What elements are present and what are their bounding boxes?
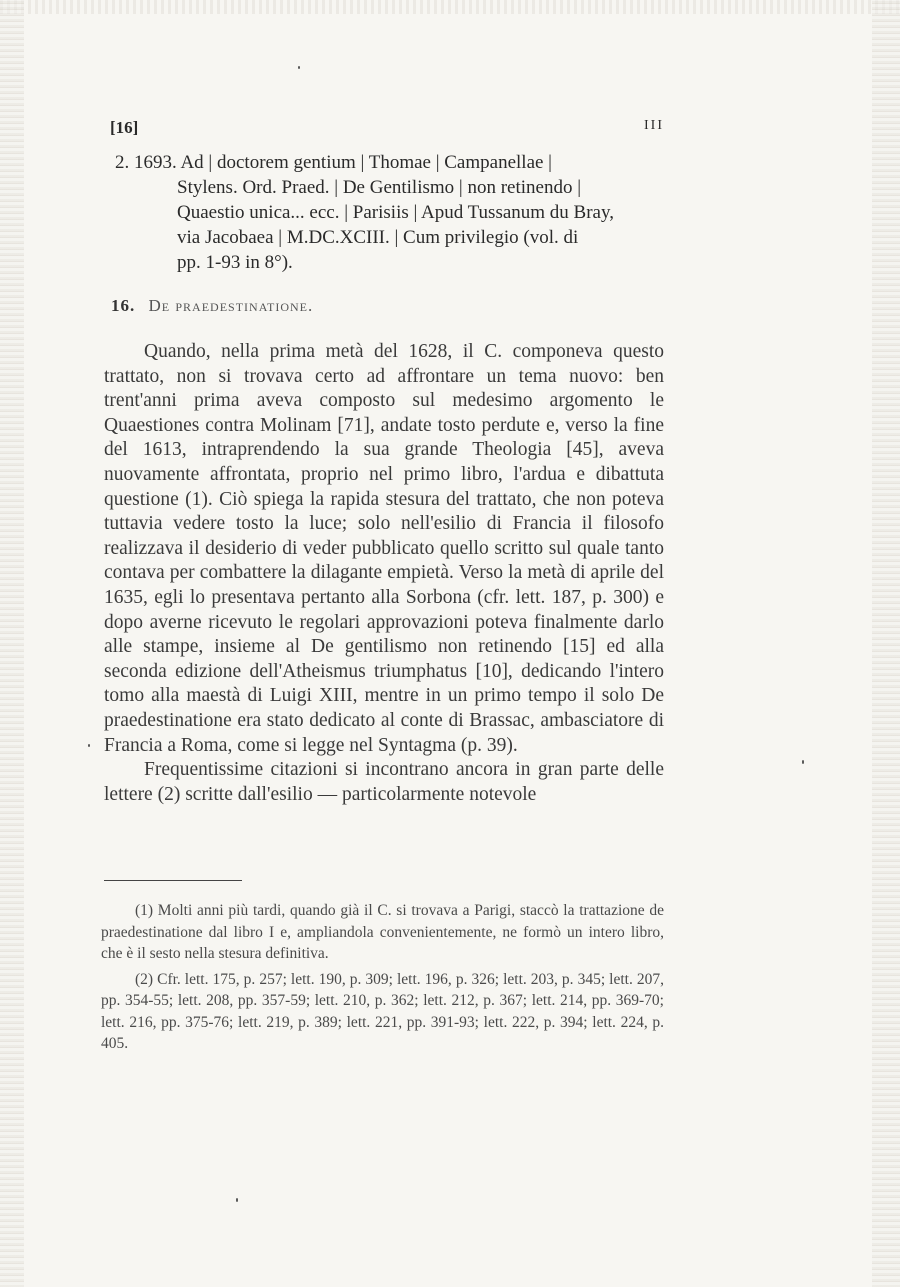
- entry-line-4: via Jacobaea | M.DC.XCIII. | Cum privilegio (vol. di: [177, 227, 579, 248]
- body-text: [104, 340, 664, 807]
- footnotes: [101, 900, 664, 1059]
- scan-speck: [236, 1198, 238, 1202]
- entry-line-5: pp. 1-93 in 8°).: [177, 252, 293, 273]
- footnote-2: (2) Cfr. lett. 175, p. 257; lett. 190, p. 309; lett. 196, p. 326; lett. 203, p. 345; lett. 207, pp. 354-55; lett. 208, pp. 357-59; lett. 210, p. 362; lett. 212, p. 367; lett. 214, pp. 369-70; lett. 216, pp. 375-76; lett. 219, p. 389; lett. 221, pp. 391-93; lett. 222, p. 394; lett. 224, p. 405.: [101, 970, 664, 1052]
- bibliographic-entry: [115, 150, 665, 275]
- section-number: [16]: [110, 118, 139, 137]
- scan-speck: [802, 760, 804, 764]
- entry-line-2: Stylens. Ord. Praed. | De Gentilismo | non retinendo |: [177, 177, 582, 198]
- section-heading: [111, 296, 313, 316]
- scan-speck: [88, 744, 90, 747]
- scan-edge-left: [0, 0, 24, 1287]
- footnote-rule: [104, 880, 242, 881]
- body-paragraph-2: Frequentissime citazioni si incontrano ancora in gran parte delle lettere (2) scritte dall'esilio — particolarmente notevole: [104, 759, 664, 805]
- body-paragraph-1: Quando, nella prima metà del 1628, il C. componeva questo trattato, non si trovava certo ad affrontare un tema nuovo: ben trent'anni prima aveva composto sul medesimo argomento le Quaestiones contra Molinam [71], andate tosto perdute e, verso la fine del 1613, intraprendendo la sua grande Theologia [45], aveva nuovamente affrontata, proprio nel primo libro, l'ardua e dibattuta questione (1). Ciò spiega la rapida stesura del trattato, che non poteva tuttavia vedere tosto la luce; solo nell'esilio di Francia il filosofo realizzava il desiderio di veder pubblicato quello scritto sul quale tanto contava per combattere la dilagante empietà. Verso la metà di aprile del 1635, egli lo presentava pertanto alla Sorbona (cfr. lett. 187, p. 300) e dopo averne ricevuto le regolari approvazioni poteva finalmente darlo alle stampe, insieme al De gentilismo non retinendo [15] ed alla seconda edizione dell'Atheismus triumphatus [10], dedicando l'intero tomo alla maestà di Luigi XIII, mentre in un primo tempo il solo De praedestinatione era stato dedicato al conte di Brassac, ambasciatore di Francia a Roma, come si legge nel Syntagma (p. 39).: [104, 341, 664, 756]
- section-heading-number: 16.: [111, 296, 136, 315]
- scan-speck: [298, 66, 300, 69]
- scan-edge-right: [872, 0, 900, 1287]
- footnote-1: (1) Molti anni più tardi, quando già il C. si trovava a Parigi, staccò la trattazione de praedestinatione dal libro I e, ampliandola convenientemente, ne formò un intero libro, che è il sesto nella stesura definitiva.: [101, 902, 664, 962]
- entry-line-1: 2. 1693. Ad | doctorem gentium | Thomae | Campanellae |: [115, 152, 552, 173]
- entry-line-3: Quaestio unica... ecc. | Parisiis | Apud Tussanum du Bray,: [177, 202, 615, 223]
- scan-edge-top: [0, 0, 900, 14]
- page-number: III: [644, 118, 664, 133]
- section-heading-title: De praedestinatione.: [148, 296, 314, 315]
